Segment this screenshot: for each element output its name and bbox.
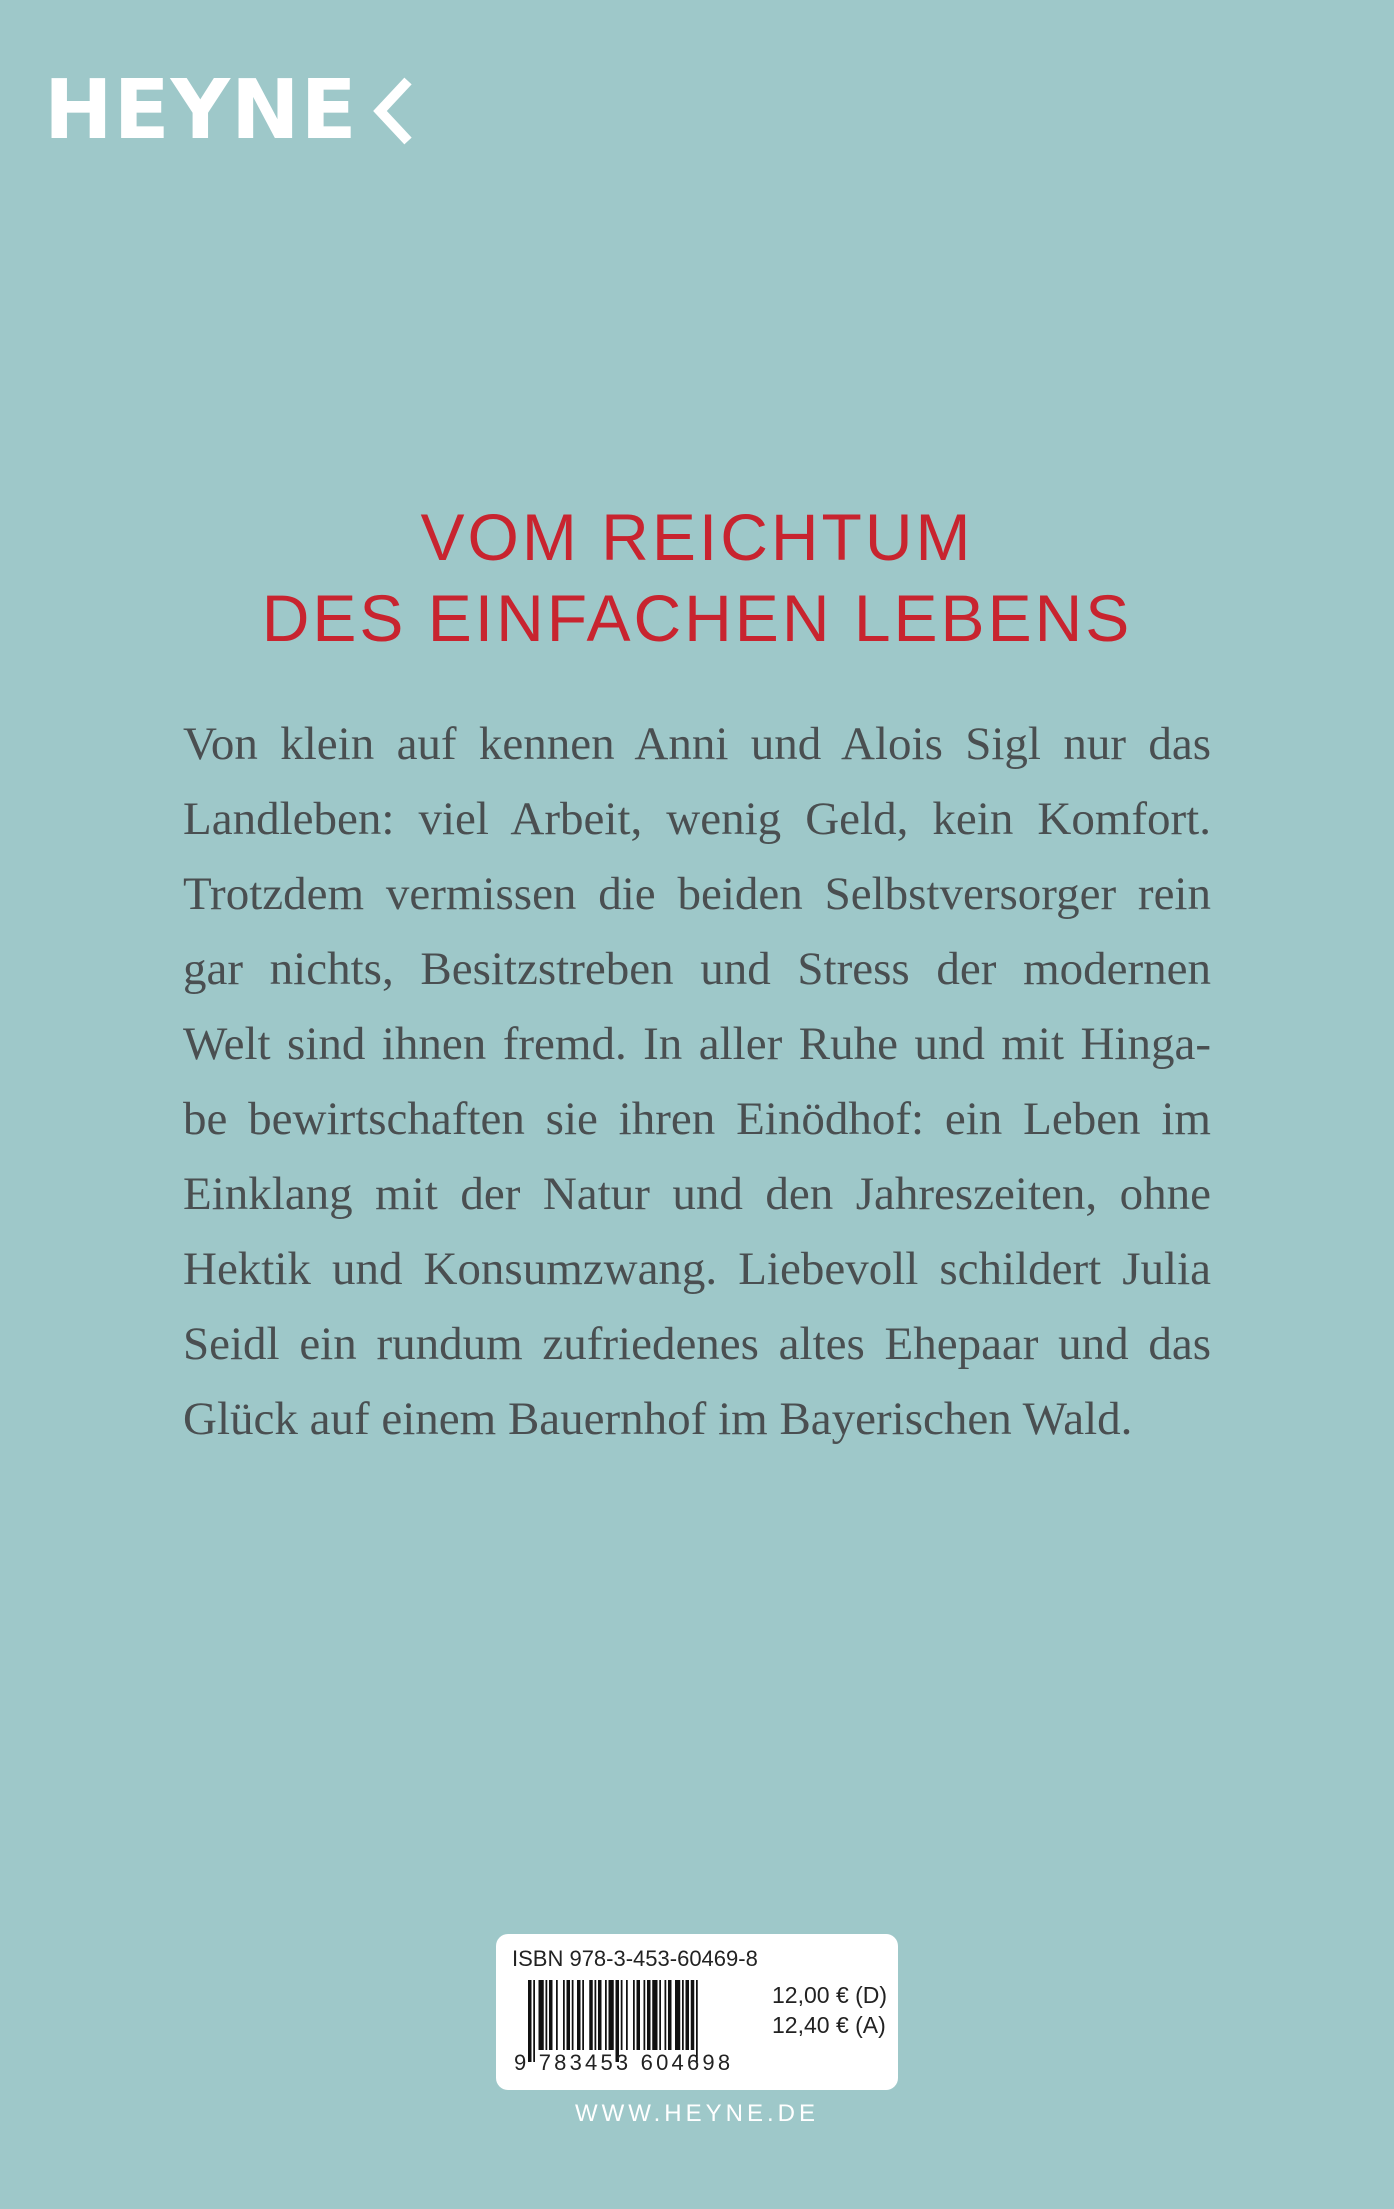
barcode-digits: 9 783453 604698	[514, 2050, 734, 2075]
publisher-logo-text: HEYNE	[44, 63, 358, 158]
blurb-line: Von klein auf kennen Anni und Alois Sigl nur das	[183, 718, 1211, 770]
blurb-line: Hektik und Konsumzwang. Liebevoll schildert Julia	[183, 1243, 1211, 1295]
blurb-line: be bewirtschaften sie ihren Einödhof: ein Leben im	[183, 1093, 1211, 1145]
blurb-line: Landleben: viel Arbeit, wenig Geld, kein Komfort.	[183, 793, 1211, 845]
blurb-line: Glück auf einem Bauernhof im Bayerischen Wald.	[183, 1393, 1133, 1445]
price-germany: 12,00 € (D)	[772, 1982, 888, 2008]
barcode-label	[496, 1934, 898, 2090]
blurb-line: gar nichts, Besitzstreben und Stress der modernen	[183, 943, 1211, 995]
blurb-line: Trotzdem vermissen die beiden Selbstversorger rein	[183, 868, 1211, 920]
blurb-line: Welt sind ihnen fremd. In aller Ruhe und mit Hinga-	[183, 1018, 1211, 1070]
headline-line-1: VOM REICHTUM	[420, 500, 974, 574]
blurb-line: Seidl ein rundum zufriedenes altes Ehepaar und das	[183, 1318, 1211, 1370]
publisher-website: WWW.HEYNE.DE	[575, 2100, 819, 2127]
headline	[0, 497, 1394, 659]
blurb-line: Einklang mit der Natur und den Jahreszeiten, ohne	[183, 1168, 1211, 1220]
publisher-logo	[44, 63, 414, 158]
isbn-text: ISBN 978-3-453-60469-8	[512, 1946, 758, 1971]
price-austria: 12,40 € (A)	[772, 2012, 886, 2038]
heyne-chevron-icon	[372, 77, 414, 145]
blurb-text	[183, 707, 1211, 1457]
headline-line-2: DES EINFACHEN LEBENS	[261, 581, 1133, 655]
